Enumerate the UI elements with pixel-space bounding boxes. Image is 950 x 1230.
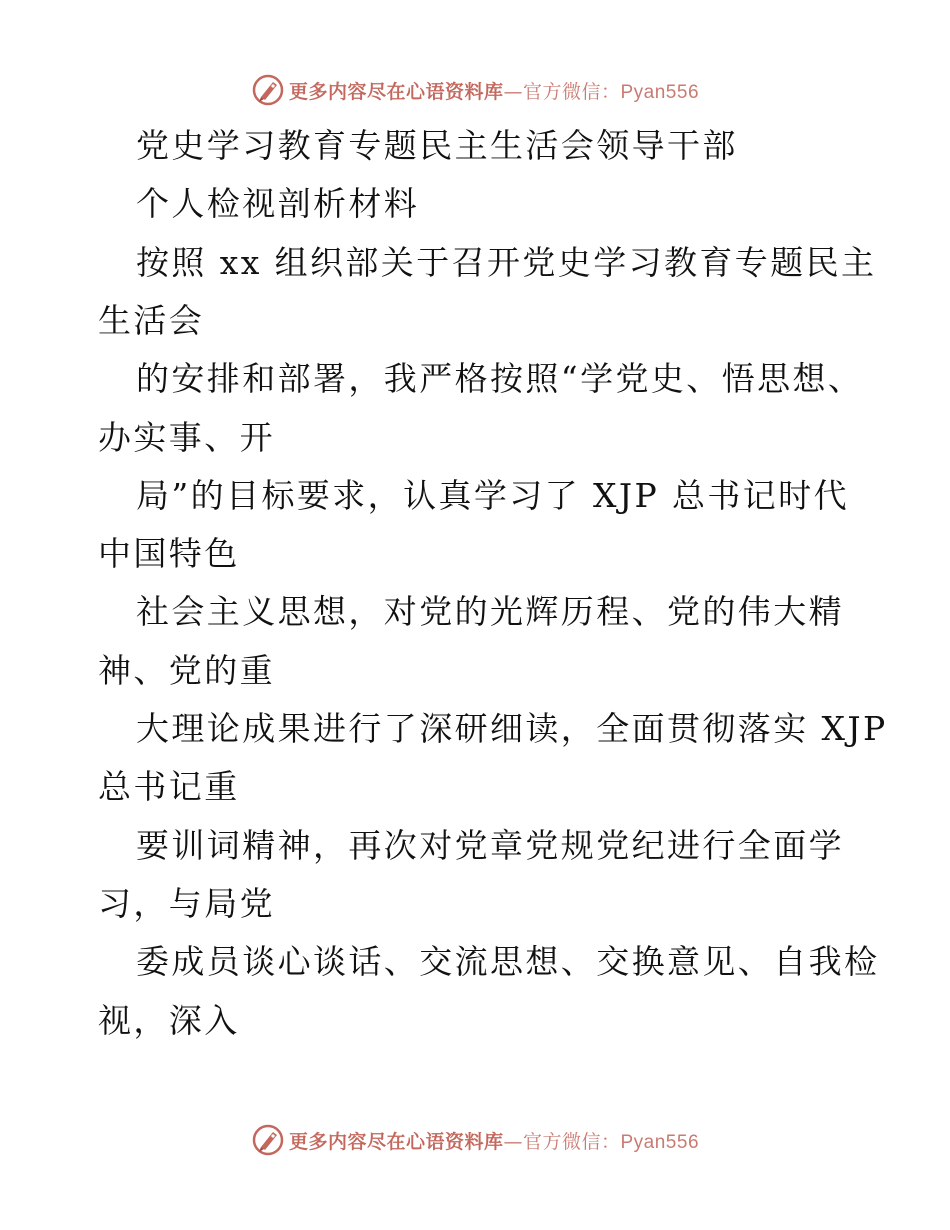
- doc-line: 按照 xx 组织部关于召开党史学习教育专题民主: [136, 243, 877, 282]
- watermark-dash: —: [503, 80, 523, 103]
- doc-line: 社会主义思想，对党的光辉历程、党的伟大精: [136, 592, 844, 631]
- watermark-text: [289, 77, 699, 104]
- fountain-pen-logo-icon: [251, 73, 285, 107]
- doc-title-line-2: 个人检视剖析材料: [136, 184, 420, 223]
- doc-line: 视，深入: [98, 1001, 240, 1040]
- doc-line: 委成员谈心谈话、交流思想、交换意见、自我检: [136, 942, 880, 981]
- watermark-wechat-label: 官方微信：: [522, 80, 621, 103]
- doc-line: 习，与局党: [98, 884, 275, 923]
- doc-line: 的安排和部署，我严格按照“学党史、悟思想、: [136, 359, 864, 398]
- watermark-brand: 更多内容尽在心语资料库: [288, 1130, 504, 1153]
- doc-line: 中国特色: [98, 534, 240, 573]
- watermark-brand: 更多内容尽在心语资料库: [288, 80, 504, 103]
- doc-line: 生活会: [98, 301, 205, 340]
- watermark-footer: [0, 1120, 950, 1160]
- doc-line: 要训词精神，再次对党章党规党纪进行全面学: [136, 826, 844, 865]
- doc-line: 大理论成果进行了深研细读，全面贯彻落实 XJP: [136, 709, 888, 748]
- doc-line: 总书记重: [98, 767, 240, 806]
- doc-line: 神、党的重: [98, 651, 275, 690]
- watermark-dash: —: [503, 1130, 523, 1153]
- watermark-wechat-id: Pyan556: [620, 81, 700, 103]
- doc-line: 局”的目标要求，认真学习了 XJP 总书记时代: [136, 476, 849, 515]
- fountain-pen-logo-icon: [251, 1123, 285, 1157]
- doc-line: 办实事、开: [98, 418, 275, 457]
- doc-title-line-1: 党史学习教育专题民主生活会领导干部: [136, 126, 738, 165]
- watermark-header: [0, 70, 950, 110]
- watermark-wechat-id: Pyan556: [620, 1131, 700, 1153]
- watermark-text: [289, 1127, 699, 1154]
- watermark-wechat-label: 官方微信：: [522, 1130, 621, 1153]
